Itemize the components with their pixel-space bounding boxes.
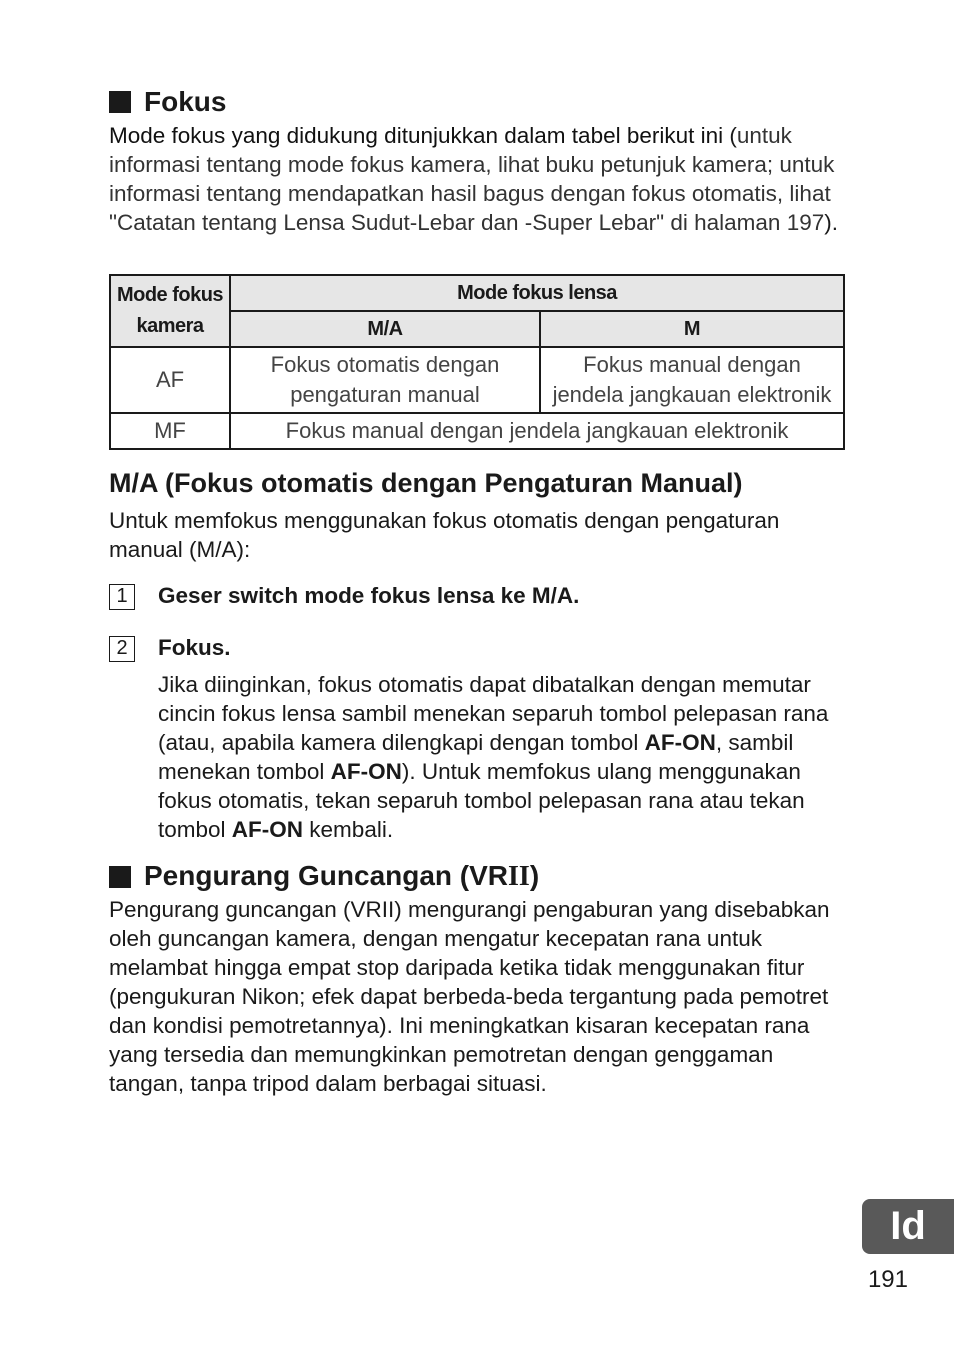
table-row bbox=[110, 413, 844, 449]
ma-intro: Untuk memfokus menggunakan fokus otomatis dengan pengaturan manual (M/A): bbox=[109, 508, 780, 562]
cell-ma: Fokus otomatis dengan pengaturan manual bbox=[230, 347, 540, 413]
section-heading-ma: M/A (Fokus otomatis dengan Pengaturan Manual) bbox=[109, 468, 743, 498]
af-on-button-label: AF-ON bbox=[231, 817, 304, 842]
section-heading-vr bbox=[109, 859, 539, 894]
step-number: 2 bbox=[109, 636, 135, 662]
cell-mode: AF bbox=[110, 347, 230, 413]
subheader-m: M bbox=[540, 311, 844, 347]
fokus-intro: Mode fokus yang didukung ditunjukkan dalam tabel berikut ini (untuk informasi tentang mode fokus kamera, lihat buku petunjuk kamera; untuk informasi tentang mendapatkan hasil bagus dengan fokus otomatis, lihat "Catatan tentang Lensa Sudut-Lebar dan -Super Lebar" di halaman 197). bbox=[109, 123, 838, 235]
af-on-button-label: AF-ON bbox=[644, 730, 716, 755]
step-label: Geser switch mode fokus lensa ke M/A. bbox=[158, 583, 580, 608]
language-tab: Id bbox=[862, 1199, 954, 1254]
cell-m: Fokus manual dengan jendela jangkauan elektronik bbox=[540, 347, 844, 413]
section-title: Fokus bbox=[144, 86, 227, 117]
cell-merged: Fokus manual dengan jendela jangkauan elektronik bbox=[230, 413, 844, 449]
af-on-button-label: AF-ON bbox=[330, 759, 402, 784]
table-row bbox=[110, 347, 844, 413]
section-title: Pengurang Guncangan (VRII) bbox=[144, 860, 540, 892]
page-number: 191 bbox=[867, 1266, 908, 1293]
square-bullet-icon bbox=[109, 91, 131, 113]
subheader-ma: M/A bbox=[230, 311, 540, 347]
step-label: Fokus. bbox=[158, 635, 231, 660]
header-camera-mode: Mode fokus kamera bbox=[110, 275, 230, 347]
section-heading-fokus bbox=[109, 85, 226, 119]
step-number: 1 bbox=[109, 584, 135, 610]
focus-mode-table bbox=[109, 274, 845, 450]
vr-body: Pengurang guncangan (VRII) mengurangi pengaburan yang disebabkan oleh guncangan kamera, dengan mengatur kecepatan rana untuk melambat hingga empat stop daripada ketika tidak menggunakan fitur (pengukuran Nikon; efek dapat berbeda-beda tergantung pada pemotret dan kondisi pemotretannya). Ini meningkatkan kisaran kecepatan rana yang tersedia dan memungkinkan pemotretan dengan genggaman tangan, tanpa tripod dalam berbagai situasi. bbox=[109, 897, 830, 1096]
cell-mode: MF bbox=[110, 413, 230, 449]
step-2-body: Jika diinginkan, fokus otomatis dapat dibatalkan dengan memutar cincin fokus lensa sambil menekan separuh tombol pelepasan rana (atau, apabila kamera dilengkapi dengan tombol AF-ON, sambil menekan tombol AF-ON). Untuk memfokus ulang menggunakan fokus otomatis, tekan separuh tombol pelepasan rana atau tekan tombol AF-ON kembali. bbox=[158, 672, 829, 842]
square-bullet-icon bbox=[109, 866, 131, 888]
header-lens-mode: Mode fokus lensa bbox=[230, 275, 844, 311]
